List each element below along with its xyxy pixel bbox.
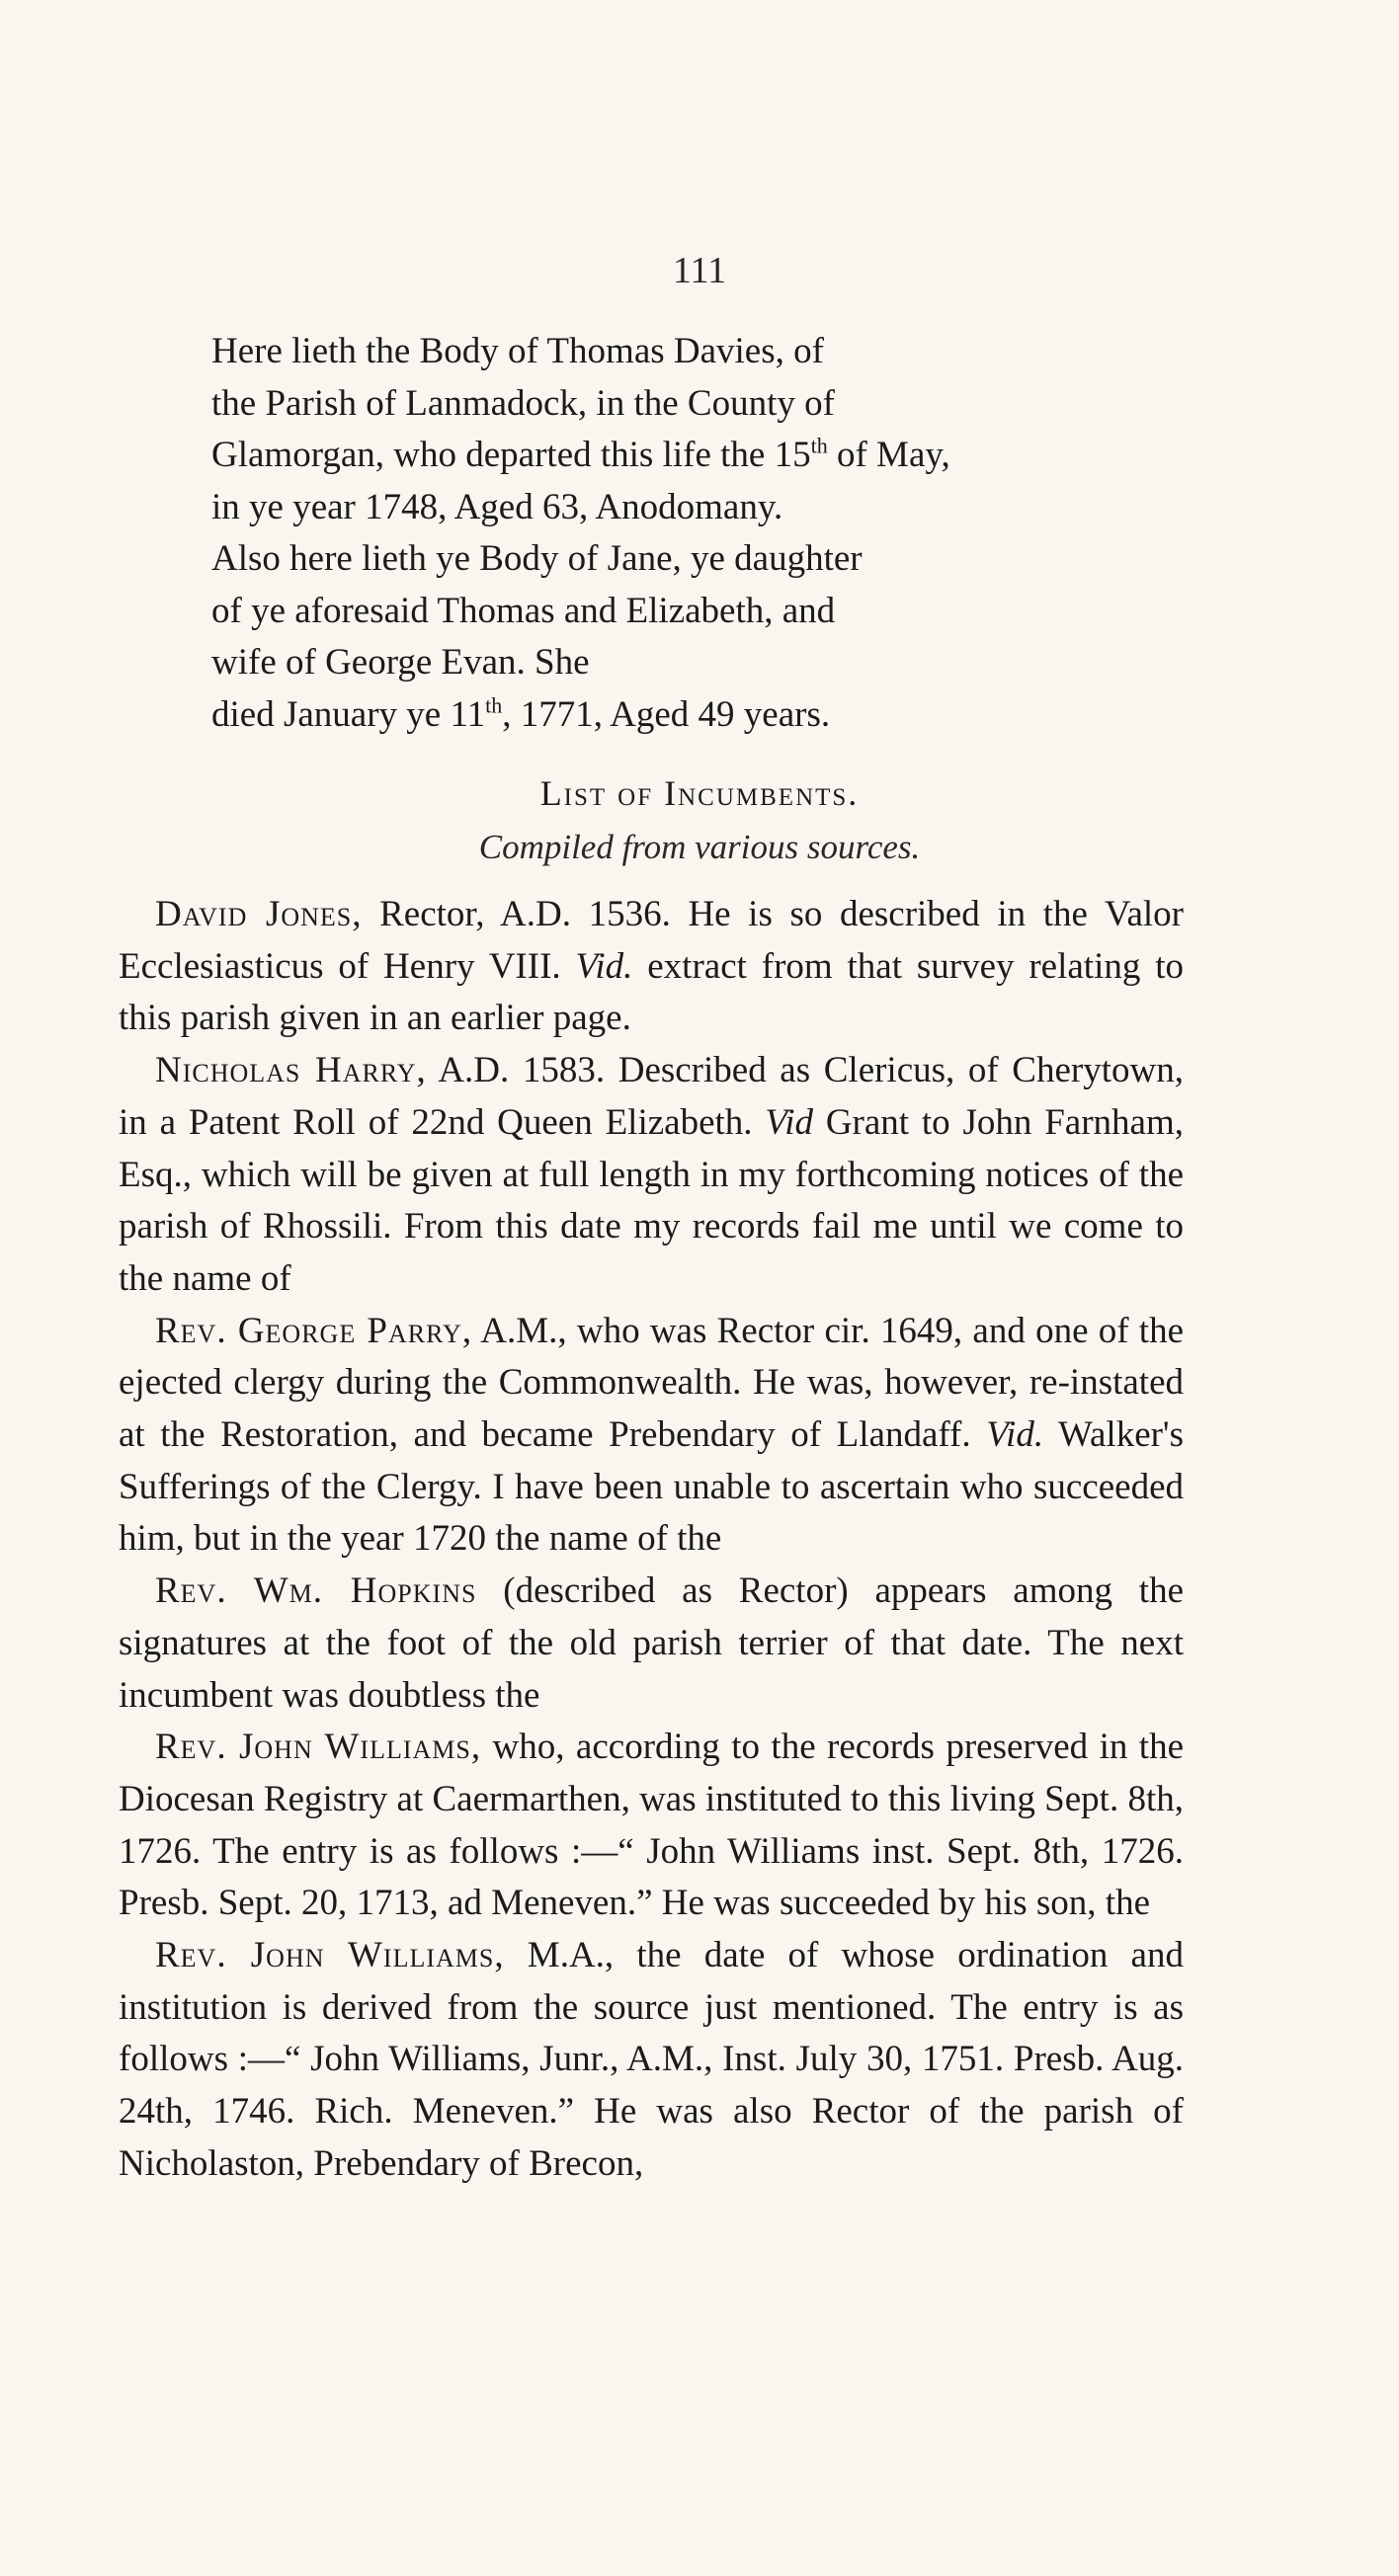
epitaph-text: Glamorgan, who departed this life the 15 xyxy=(211,435,811,475)
superscript: th xyxy=(810,433,828,458)
epitaph-line: the Parish of Lanmadock, in the County of xyxy=(211,382,835,424)
epitaph-text: of May, xyxy=(827,435,950,475)
vid-reference: Vid. xyxy=(575,945,633,987)
epitaph-line: Also here lieth ye Body of Jane, ye daughter xyxy=(211,538,863,579)
incumbent-name: Nicholas Harry, xyxy=(155,1050,427,1091)
epitaph-line: Here lieth the Body of Thomas Davies, of xyxy=(211,331,824,371)
vid-reference: Vid. xyxy=(986,1414,1044,1456)
entry-text: Grant to John Farnham, Esq., which will be given at full length in my forthcoming notices of the parish of Rhossili. From this date my records fail me until we come to the name of xyxy=(119,1101,1184,1299)
epitaph-text: died January ye 11 xyxy=(211,693,486,735)
page-number: 111 xyxy=(672,250,727,291)
vid-reference: Vid xyxy=(765,1101,813,1143)
incumbent-name: Rev. John Williams, xyxy=(155,1935,505,1976)
entry-text: who, according to the records preserved in the Diocesan Registry at Caermarthen, was instituted to this living Sept. 8th, 1726. The entry is as follows :—“ John Williams inst. Sept. 8th, 1726. Presb. Sept. 20, 1713, ad Meneven.” He was succeeded by his son, the xyxy=(119,1727,1184,1924)
entry-text: A.M., who was Rector cir. 1649, and one of the ejected clergy during the Commonwealth. He was, however, re-instated at the Restoration, and became Prebendary of Llandaff. xyxy=(119,1310,1184,1456)
entry-text: extract from that survey relating to this parish given in an earlier page. xyxy=(119,945,1184,1039)
superscript: th xyxy=(485,692,503,718)
incumbent-name: Rev. Wm. Hopkins xyxy=(155,1570,477,1612)
epitaph-line: in ye year 1748, Aged 63, Anodomany. xyxy=(211,486,783,527)
entry-text: Rector, A.D. 1536. He is so described in the Valor Ecclesiasticus of Henry VIII. xyxy=(119,894,1184,987)
epitaph-line: of ye aforesaid Thomas and Elizabeth, and xyxy=(211,590,836,631)
incumbent-entry xyxy=(119,1722,1184,1930)
incumbent-name: David Jones, xyxy=(155,894,363,934)
section-heading: List of Incumbents. xyxy=(539,773,860,813)
epitaph xyxy=(211,326,1180,741)
epitaph-text: , 1771, Aged 49 years. xyxy=(502,693,831,735)
incumbent-entry xyxy=(119,1045,1184,1306)
epitaph-line: wife of George Evan. She xyxy=(211,642,590,683)
incumbent-entry xyxy=(119,1306,1184,1567)
entry-text: (described as Rector) appears among the signatures at the foot of the old parish terrier of that date. The next incumbent was doubtless the xyxy=(119,1570,1185,1716)
incumbent-entry xyxy=(119,1930,1184,2191)
section-subheading: Compiled from various sources. xyxy=(478,828,921,866)
incumbents-list xyxy=(119,889,1184,2191)
entry-text: M.A., the date of whose ordination and institution is derived from the source just mentioned. The entry is as follows :—“ John Williams, Junr., A.M., Inst. July 30, 1751. Presb. Aug. 24th, 1746. Rich. Meneven.” He was also Rector of the parish of Nicholaston, Prebendary of Brecon, xyxy=(119,1935,1184,2184)
entry-text: A.D. 1583. Described as Clericus, of Cherytown, in a Patent Roll of 22nd Queen Elizabeth. xyxy=(119,1050,1184,1143)
epitaph-line xyxy=(211,430,1180,482)
incumbent-name: Rev. John Williams, xyxy=(155,1727,482,1768)
epitaph-line xyxy=(211,689,1180,742)
entry-text: Walker's Sufferings of the Clergy. I have been unable to ascertain who succeeded him, but in the year 1720 the name of the xyxy=(119,1414,1184,1560)
incumbent-entry xyxy=(119,889,1184,1045)
incumbent-entry xyxy=(119,1566,1184,1722)
incumbent-name: Rev. George Parry, xyxy=(155,1310,473,1351)
